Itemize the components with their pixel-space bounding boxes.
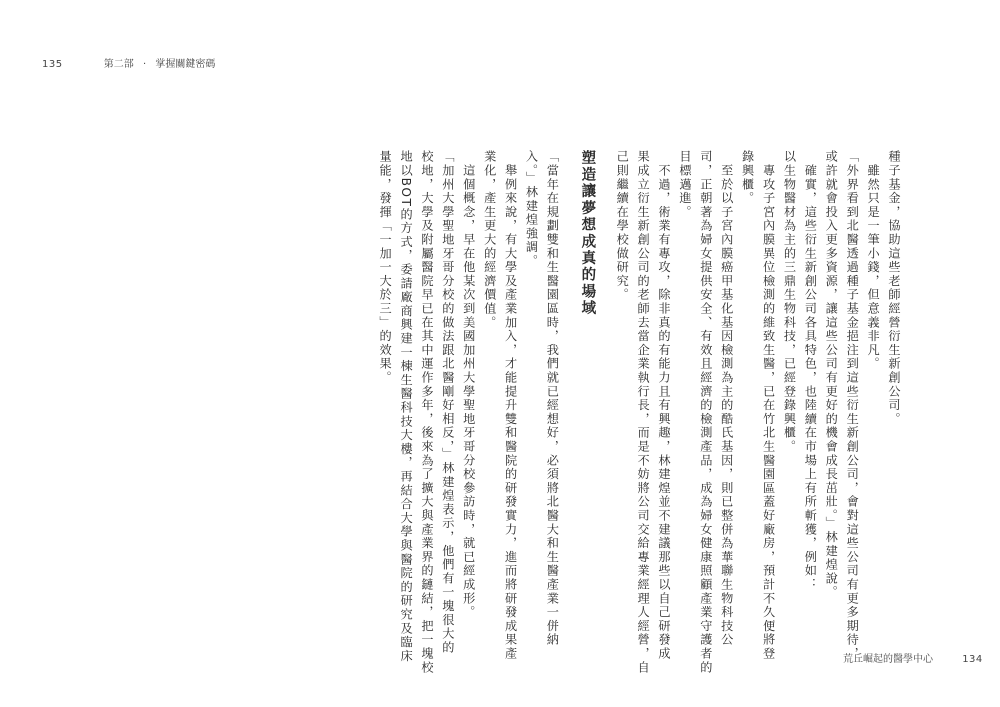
right-page-number: 134 bbox=[962, 654, 983, 665]
text-column: 地以BOT的方式，委請廠商興建一棟生醫科技大樓，再結合大學與醫院的研究及臨床 bbox=[399, 150, 414, 663]
right-page-footer bbox=[843, 650, 983, 665]
text-column: 量能，發揮「一加一大於三」的效果。 bbox=[378, 150, 393, 385]
text-column: 錄興櫃。 bbox=[740, 150, 755, 206]
part-label: 第二部 bbox=[103, 59, 134, 70]
left-page-header bbox=[42, 55, 215, 70]
text-column: 「外界看到北醫透過種子基金挹注到這些衍生新創公司，會對這些公司有更多期待， bbox=[845, 150, 860, 661]
text-column: 至於以子宮內膜癌甲基化基因檢測為主的酷氏基因，則已整併為華聯生物科技公 bbox=[719, 150, 734, 647]
text-column: 果成立衍生新創公司的老師去當企業執行長，而是不妨將公司交給專業經理人經營，自 bbox=[636, 150, 651, 675]
section-heading: 塑造讓夢想成真的場域 bbox=[579, 150, 596, 317]
section-title: 掌握關鍵密碼 bbox=[155, 59, 216, 70]
text-column: 專攻子宮內膜異位檢測的維致生醫，已在竹北生醫園區蓋好廠房，預計不久便將登 bbox=[761, 150, 776, 661]
text-column: 業化，產生更大的經濟價值。 bbox=[482, 150, 497, 330]
text-column: 這個概念，早在他某次到美國加州大學聖地牙哥分校參訪時，就已經成形。 bbox=[461, 150, 476, 620]
left-page-number: 135 bbox=[42, 59, 63, 70]
text-column: 「當年在規劃雙和生醫園區時，我們就已經想好，必須將北醫大和生醫產業一併納 bbox=[545, 150, 560, 647]
text-column: 入。」林建煌強調。 bbox=[524, 150, 539, 269]
text-column: 「加州大學聖地牙哥分校的做法跟北醫剛好相反，」林建煌表示，他們有一塊很大的 bbox=[440, 150, 455, 655]
text-column: 雖然只是一筆小錢，但意義非凡。 bbox=[866, 150, 881, 371]
text-column: 不過，術業有專攻，除非真的有能力且有興趣，林建煌並不建議那些以自己研發成 bbox=[657, 150, 672, 661]
text-column: 司，正朝著為婦女提供安全、有效且經濟的檢測產品，成為婦女健康照顧產業守護者的 bbox=[698, 150, 713, 675]
text-column: 確實，這些衍生新創公司各具特色，也陸續在市場上有所斬獲，例如： bbox=[803, 150, 818, 592]
text-column: 舉例來說，有大學及產業加入，才能提升雙和醫院的研發實力，進而將研發成果產 bbox=[503, 150, 518, 661]
text-column: 己則繼續在學校做研究。 bbox=[615, 150, 630, 302]
book-title: 荒丘崛起的醫學中心 bbox=[843, 654, 933, 665]
text-column: 或許就會投入更多資源，讓這些公司有更好的機會成長茁壯。」林建煌說。 bbox=[824, 150, 839, 600]
header-separator: · bbox=[142, 59, 147, 70]
text-column: 種子基金，協助這些老師經營衍生新創公司。 bbox=[887, 150, 901, 426]
text-column: 目標邁進。 bbox=[677, 150, 692, 219]
text-column: 校地，大學及附屬醫院早已在其中運作多年，後來為了擴大與產業界的鏈結，把一塊校 bbox=[419, 150, 434, 675]
text-column: 以生物醫材為主的三鼎生物科技，已經登錄興櫃。 bbox=[782, 150, 797, 454]
